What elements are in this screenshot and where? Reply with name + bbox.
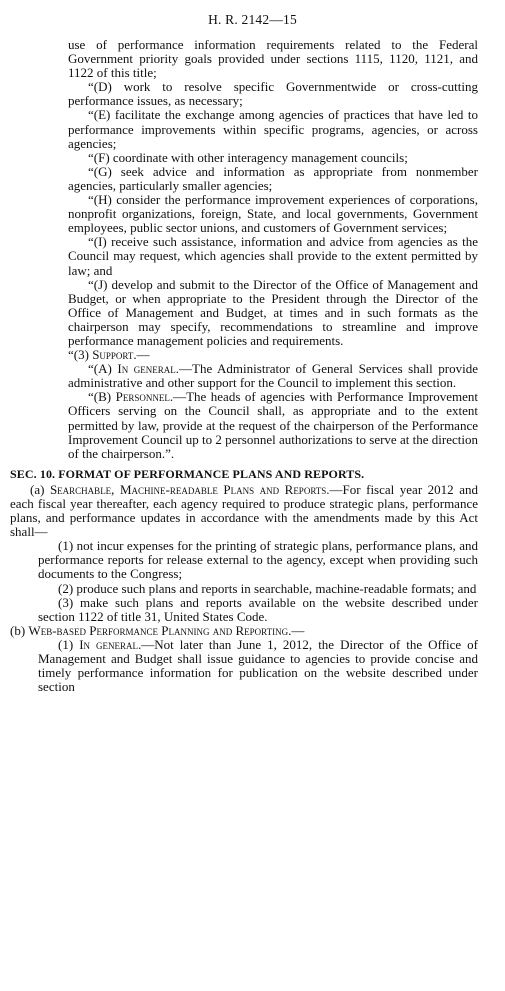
subsection-b-items bbox=[10, 638, 478, 694]
support-subsection bbox=[10, 348, 478, 461]
support-item-a: “(A) In general.—The Administrator of General Services shall provide administrative and other support for the Council to implement this section. bbox=[68, 361, 478, 391]
item-h: “(H) consider the performance improvement experiences of corporations, nonprofit organizations, foreign, State, and local governments, Government employees, public sector unions, and customers of Government services; bbox=[68, 192, 478, 236]
document-body bbox=[10, 38, 478, 694]
item-f: “(F) coordinate with other interagency management councils; bbox=[88, 149, 408, 165]
section-10-body bbox=[10, 483, 478, 694]
support-items bbox=[10, 362, 478, 461]
item-g: “(G) seek advice and information as appropriate from nonmember agencies, particularly smaller agencies; bbox=[68, 163, 478, 193]
support-item-b: “(B) Personnel.—The heads of agencies with Performance Improvement Officers serving on the Council shall, as appropriate and to the extent permitted by law, provide at the request of the chairperson of the Performance Improvement Council up to 2 personnel authorizations to serve at the direction of the chairperson.”. bbox=[68, 389, 478, 461]
subsection-a-item-3: (3) make such plans and reports available on the website described under section 1122 of title 31, United States Code. bbox=[38, 594, 478, 624]
page-header: H. R. 2142—15 bbox=[208, 12, 297, 27]
section-10-heading: SEC. 10. FORMAT OF PERFORMANCE PLANS AND REPORTS. bbox=[10, 466, 365, 481]
subsection-b-item-1: (1) In general.—Not later than June 1, 2012, the Director of the Office of Management and Budget shall issue guidance to agencies to provide concise and timely performance information for publication on the website described under section bbox=[38, 636, 478, 695]
item-i: “(I) receive such assistance, information and advice from agencies as the Council may request, which agencies shall provide to the extent permitted by law; and bbox=[68, 234, 478, 278]
item-e: “(E) facilitate the exchange among agencies of practices that have led to performance improvements within specific programs, agencies, or across agencies; bbox=[68, 107, 478, 151]
subsection-a-item-1: (1) not incur expenses for the printing of strategic plans, performance plans, and performance reports for release external to the agency, except when providing such documents to the Congress; bbox=[38, 538, 478, 582]
council-functions bbox=[10, 38, 478, 348]
subsection-b-heading: (b) Web-based Performance Planning and Reporting.— bbox=[10, 622, 305, 638]
support-heading: “(3) Support.— bbox=[68, 347, 150, 363]
subsection-a-item-2: (2) produce such plans and reports in searchable, machine-readable formats; and bbox=[58, 580, 477, 596]
subsection-a: (a) Searchable, Machine-readable Plans and Reports.—For fiscal year 2012 and each fiscal year thereafter, each agency required to produce strategic plans, performance plans, and performance updates in accordance with the amendments made by this Act shall— bbox=[10, 481, 478, 540]
item-j: “(J) develop and submit to the Director of the Office of Management and Budget, or when appropriate to the President through the Director of the Office of Management and Budget, at times and in such formats as the chairperson may specify, recommendations to streamline and improve performance management policies and requirements. bbox=[68, 276, 478, 348]
subsection-a-items bbox=[10, 539, 478, 624]
continuation-paragraph: use of performance information requirements related to the Federal Government priority goals provided under sections 1115, 1120, 1121, and 1122 of this title; bbox=[68, 37, 478, 81]
item-d: “(D) work to resolve specific Governmentwide or cross-cutting performance issues, as necessary; bbox=[68, 79, 478, 109]
